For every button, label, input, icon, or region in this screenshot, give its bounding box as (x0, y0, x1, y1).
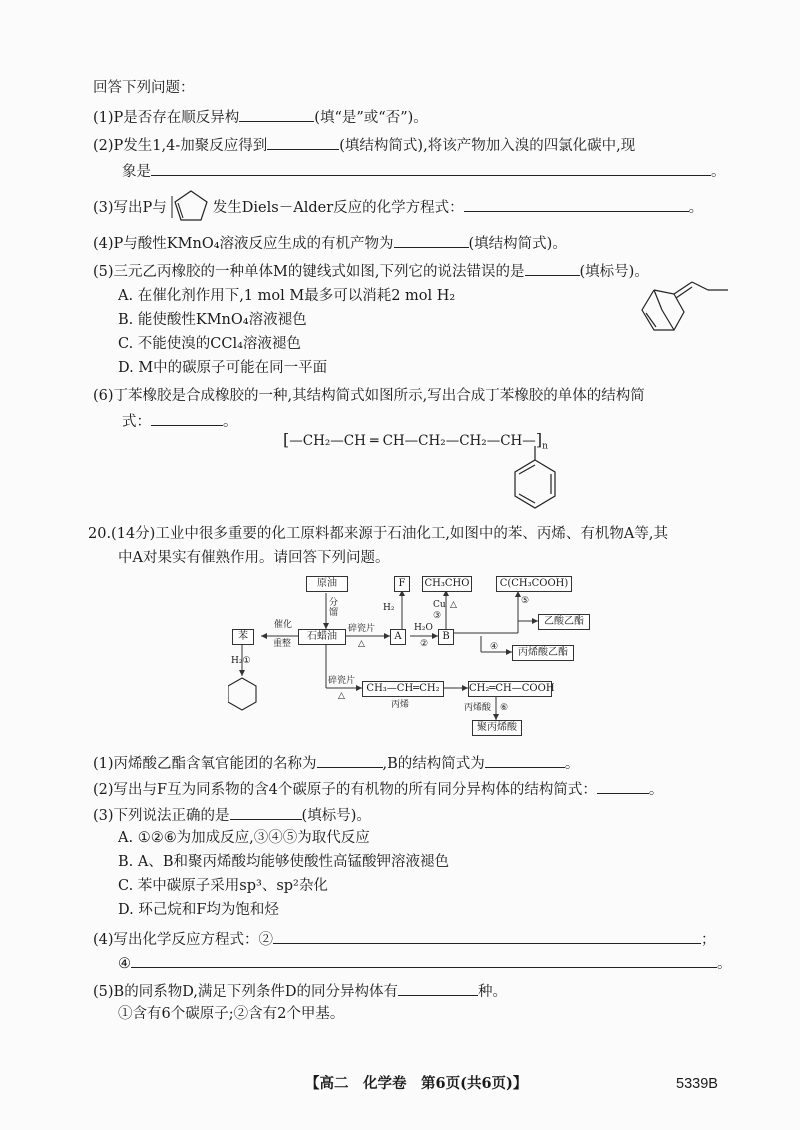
q19-part6: (6)丁苯橡胶是合成橡胶的一种,其结构简式如图所示,写出合成丁苯橡胶的单体的结构简 (93, 388, 645, 404)
label-porcelain-1: 碎瓷片 (348, 624, 376, 634)
box-paraffin: 石蜡油 (298, 629, 346, 645)
q19-part2-cont: 象是 。 (122, 160, 726, 182)
q20-sub1: (1)丙烯酸乙酯含氧官能团的名称为 ,B的结构简式为 。 (93, 752, 579, 774)
label-step4: ④ (490, 642, 499, 652)
label-step3: ③ (433, 611, 442, 621)
label-fractionate: 分馏 (329, 598, 339, 618)
label-h2o: H₂O (414, 623, 433, 633)
label-step5: ⑤ (521, 596, 530, 606)
monomer-m-structure (632, 280, 732, 340)
box-polyacrylic-acid: 聚丙烯酸 (472, 720, 522, 736)
footer-code: 5339B (676, 1076, 718, 1092)
q20-option-d: D. 环己烷和F均为饱和烃 (118, 902, 279, 918)
label-reform: 重整 (273, 639, 292, 649)
q19-part6-cont: 式： 。 (122, 410, 238, 432)
label-heat-2: △ (338, 691, 345, 701)
label-step2: ② (420, 639, 429, 649)
label-heat-3: △ (450, 600, 457, 610)
box-A: A (390, 629, 406, 645)
cyclohexane-structure (228, 678, 256, 710)
label-propene-name: 丙烯 (391, 700, 410, 710)
benzene-ring-polymer (505, 446, 565, 514)
label-porcelain-2: 碎瓷片 (328, 676, 356, 686)
q20-option-b: B. A、B和聚丙烯酸均能够使酸性高锰酸钾溶液褪色 (118, 854, 449, 870)
q20-heading-cont: 中A对果实有催熟作用。请回答下列问题。 (118, 550, 390, 566)
box-acrylic-acid: CH₂═CH—COOH (468, 681, 552, 697)
box-acetaldehyde: CH₃CHO (422, 576, 472, 592)
label-heat-1: △ (358, 639, 365, 649)
q20-sub3: (3)下列说法正确的是 (填标号)。 (93, 804, 371, 826)
reaction-flow-diagram (228, 572, 590, 744)
box-F: F (394, 576, 410, 592)
label-catalytic: 催化 (274, 620, 293, 630)
label-cu: Cu (433, 600, 446, 610)
q19-option-c: C. 不能使溴的CCl₄溶液褪色 (118, 336, 301, 352)
footer-title: 【高二 化学卷 第6页(共6页)】 (305, 1075, 528, 1092)
box-propene: CH₃—CH═CH₂ (362, 681, 444, 697)
q20-sub5: (5)B的同系物D,满足下列条件D的同分异构体有 种。 (93, 980, 507, 1002)
q19-part1: (1)P是否存在顺反异构 (填“是”或“否”)。 (93, 106, 428, 128)
label-acrylic-name: 丙烯酸 (464, 703, 492, 713)
q19-part5: (5)三元乙丙橡胶的一种单体M的键线式如图,下列它的说法错误的是 (填标号)。 (93, 260, 649, 282)
box-crude-oil: 原油 (306, 576, 348, 592)
q20-sub5-conditions: ①含有6个碳原子;②含有2个甲基。 (118, 1006, 345, 1022)
q20-sub4: (4)写出化学反应方程式：② ； (93, 928, 716, 950)
q20-sub4-cont: ④ 。 (118, 952, 732, 974)
q20-option-a: A. ①②⑥为加成反应,③④⑤为取代反应 (118, 830, 370, 846)
box-ethyl-acrylate: 丙烯酸乙酯 (512, 645, 574, 661)
q19-part2: (2)P发生1,4-加聚反应得到 (填结构简式),将该产物加入溴的四氯化碳中,现 (93, 134, 635, 156)
q19-option-d: D. M中的碳原子可能在同一平面 (118, 360, 328, 376)
box-benzene: 苯 (232, 629, 254, 645)
q19-option-a: A. 在催化剂作用下,1 mol M最多可以消耗2 mol H₂ (118, 288, 456, 304)
q19-part4: (4)P与酸性KMnO₄溶液反应生成的有机产物为 (填结构简式)。 (93, 232, 567, 254)
label-h2-step1: H₂① (231, 656, 251, 666)
q20-heading: 20.(14分)工业中很多重要的化工原料都来源于石油化工,如图中的苯、丙烯、有机物A等,其 (88, 526, 669, 542)
q19-option-b: B. 能使酸性KMnO₄溶液褪色 (118, 312, 307, 328)
box-B: B (438, 629, 454, 645)
intro-text: 回答下列问题： (93, 80, 195, 96)
box-acetic-acid: C(CH₃COOH) (496, 576, 572, 592)
q20-sub2: (2)写出与F互为同系物的含4个碳原子的有机物的所有同分异构体的结构简式： 。 (93, 778, 663, 800)
q19-part3: (3)写出P与 发生Diels－Alder反应的化学方程式： 。 (93, 196, 703, 218)
label-step6: ⑥ (500, 703, 509, 713)
cyclopentadiene-structure (167, 198, 213, 218)
polymer-formula: [—CH₂—CH ═ $CH—CH_2—CH_2—CH—]_n$ (283, 430, 548, 452)
q20-option-c: C. 苯中碳原子采用sp³、sp²杂化 (118, 878, 328, 894)
label-h2-F: H₂ (383, 603, 395, 613)
box-ethyl-acetate: 乙酸乙酯 (538, 614, 590, 630)
